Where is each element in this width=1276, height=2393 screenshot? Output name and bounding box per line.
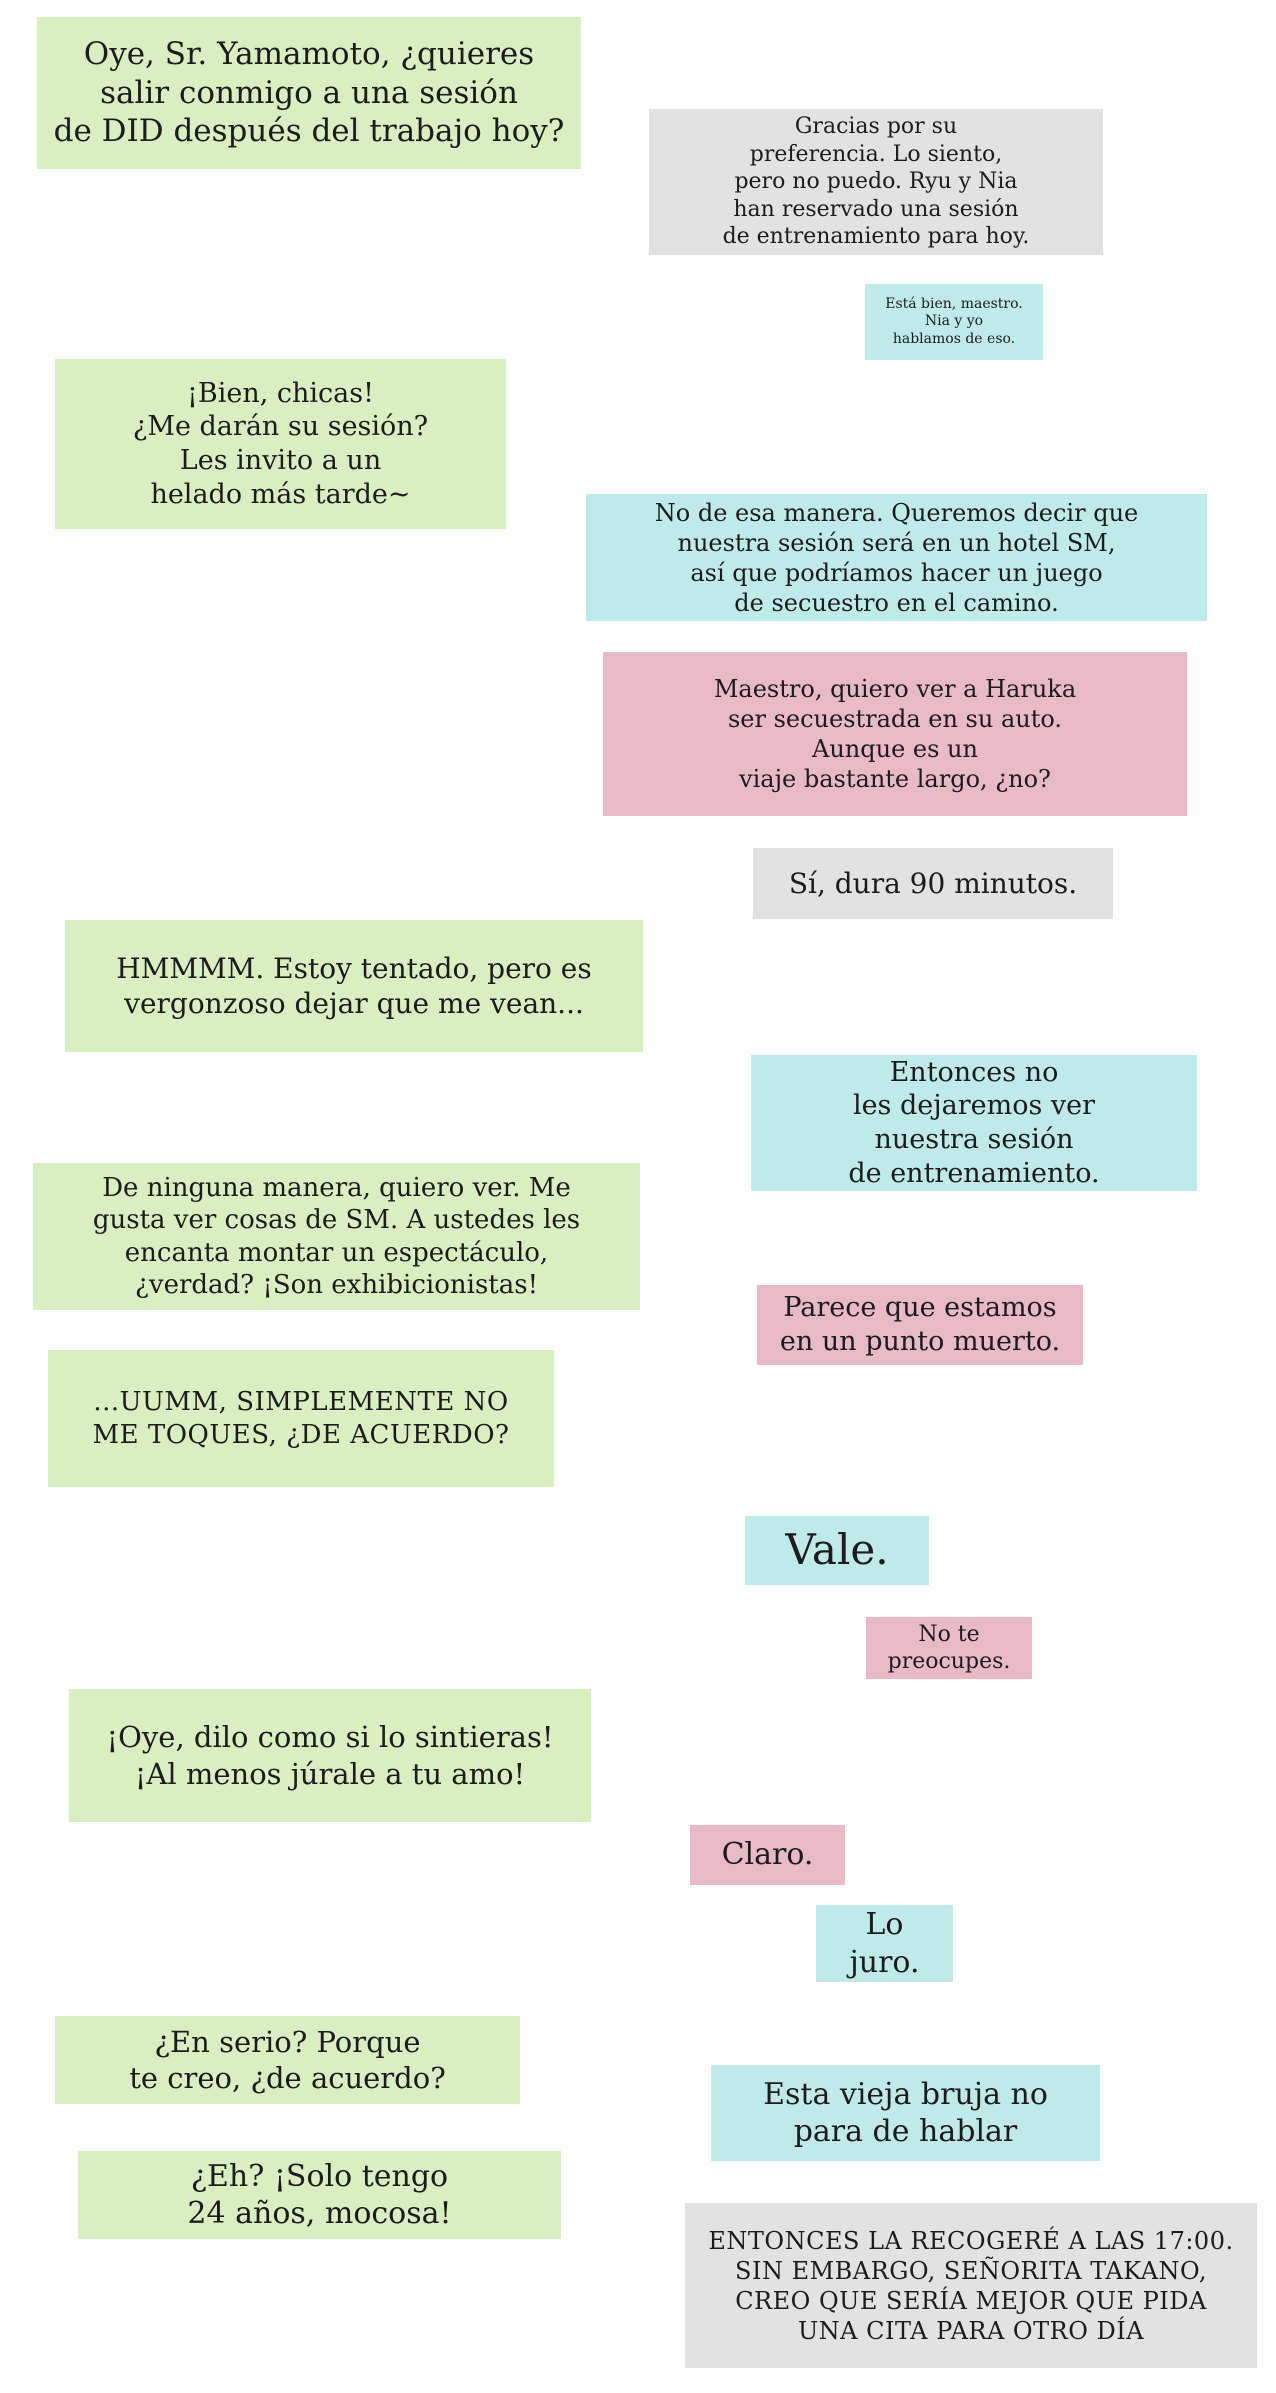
message-bubble-16: Claro. <box>690 1825 845 1885</box>
message-bubble-18: ¿En serio? Porque te creo, ¿de acuerdo? <box>55 2016 520 2104</box>
message-bubble-9: Entonces no les dejaremos ver nuestra sesión de entrenamiento. <box>751 1055 1197 1191</box>
message-bubble-10: De ninguna manera, quiero ver. Me gusta ver cosas de SM. A ustedes les encanta montar un espectáculo, ¿verdad? ¡Son exhibicionistas! <box>33 1163 640 1310</box>
message-bubble-3: Está bien, maestro. Nia y yo hablamos de eso. <box>865 284 1043 360</box>
message-bubble-6: Maestro, quiero ver a Haruka ser secuestrada en su auto. Aunque es un viaje bastante largo, ¿no? <box>603 652 1187 816</box>
message-bubble-14: No te preocupes. <box>866 1617 1032 1679</box>
message-bubble-15: ¡Oye, dilo como si lo sintieras! ¡Al menos júrale a tu amo! <box>69 1689 591 1822</box>
message-bubble-17: Lo juro. <box>816 1905 953 1982</box>
message-bubble-5: No de esa manera. Queremos decir que nuestra sesión será en un hotel SM, así que podríamos hacer un juego de secuestro en el camino. <box>586 494 1207 621</box>
message-bubble-21: ENTONCES LA RECOGERÉ A LAS 17:00. SIN EMBARGO, SEÑORITA TAKANO, CREO QUE SERÍA MEJOR QUE PIDA UNA CITA PARA OTRO DÍA <box>685 2203 1257 2368</box>
message-bubble-2: Gracias por su preferencia. Lo siento, pero no puedo. Ryu y Nia han reservado una sesión de entrenamiento para hoy. <box>649 109 1103 255</box>
message-bubble-12: ...UUMM, SIMPLEMENTE NO ME TOQUES, ¿DE ACUERDO? <box>48 1350 554 1487</box>
message-bubble-1: Oye, Sr. Yamamoto, ¿quieres salir conmigo a una sesión de DID después del trabajo hoy? <box>37 17 581 169</box>
message-bubble-8: HMMMM. Estoy tentado, pero es vergonzoso dejar que me vean... <box>65 920 643 1052</box>
message-bubble-19: Esta vieja bruja no para de hablar <box>711 2065 1100 2161</box>
message-bubble-11: Parece que estamos en un punto muerto. <box>757 1285 1083 1365</box>
message-bubble-20: ¿Eh? ¡Solo tengo 24 años, mocosa! <box>78 2151 561 2239</box>
message-bubble-7: Sí, dura 90 minutos. <box>753 848 1113 919</box>
message-bubble-4: ¡Bien, chicas! ¿Me darán su sesión? Les invito a un helado más tarde~ <box>55 359 506 529</box>
message-bubble-13: Vale. <box>745 1516 929 1585</box>
